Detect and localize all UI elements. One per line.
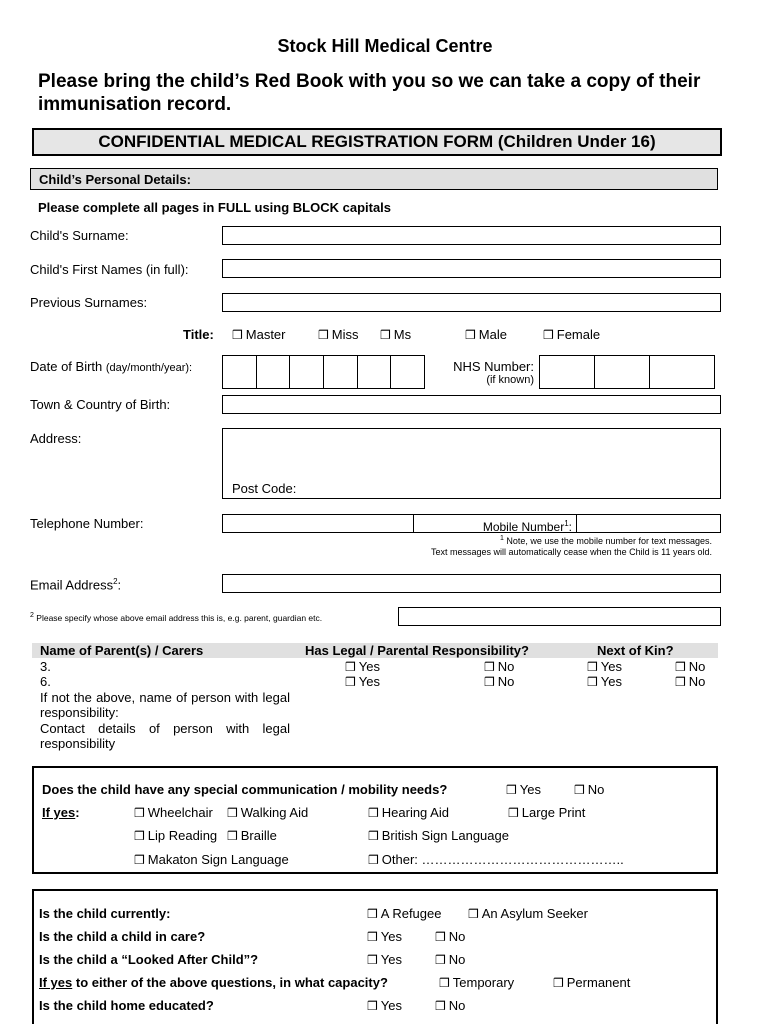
home-educated-no[interactable] xyxy=(435,998,465,1013)
legal-person-contact-label: Contact details of person with legal responsibility xyxy=(40,721,290,751)
need-option-label: Other: ……………………………………….. xyxy=(381,852,624,867)
checkbox-icon: ❒ xyxy=(134,853,145,867)
lip-reading-checkbox[interactable] xyxy=(134,828,217,843)
needs-no-checkbox[interactable] xyxy=(574,782,604,797)
dob-label-format: (day/month/year): xyxy=(105,362,193,374)
first-names-input[interactable] xyxy=(222,259,721,278)
previous-surnames-label: Previous Surnames: xyxy=(30,295,148,310)
sex-male-checkbox[interactable] xyxy=(465,327,507,342)
checkbox-icon: ❒ xyxy=(675,660,686,674)
checkbox-icon: ❒ xyxy=(367,930,378,944)
red-book-notice: Please bring the child’s Red Book with you so we can take a copy of their immunisation record. xyxy=(38,71,701,115)
nhs-input-group xyxy=(539,355,715,389)
no-label: No xyxy=(688,674,706,689)
checkbox-icon: ❒ xyxy=(435,930,446,944)
yes-label: Yes xyxy=(380,998,402,1013)
parent-row-number: 6. xyxy=(40,674,51,689)
title-option-label: Master xyxy=(245,327,286,342)
mobile-input[interactable] xyxy=(576,514,721,533)
currently-label: Is the child currently: xyxy=(39,906,171,921)
no-label: No xyxy=(448,952,466,967)
title-label: Title: xyxy=(183,327,214,342)
title-option-label: Ms xyxy=(393,327,412,342)
no-label: No xyxy=(497,674,515,689)
parent1-responsibility-no[interactable] xyxy=(484,659,514,674)
email-footnote-ref: 2 xyxy=(113,577,118,586)
in-care-no[interactable] xyxy=(435,929,465,944)
checkbox-icon: ❒ xyxy=(587,660,598,674)
mobile-label: Mobile Number xyxy=(482,520,565,534)
checkbox-icon: ❒ xyxy=(134,829,145,843)
yes-label: Yes xyxy=(380,929,402,944)
refugee-label: A Refugee xyxy=(380,906,442,921)
nhs-number-label: NHS Number: xyxy=(453,359,534,374)
parent1-kin-no[interactable] xyxy=(675,659,705,674)
asylum-seeker-checkbox[interactable] xyxy=(468,906,588,921)
need-option-label: Makaton Sign Language xyxy=(147,852,289,867)
checkbox-icon: ❒ xyxy=(508,806,519,820)
need-option-label: Large Print xyxy=(521,805,586,820)
sex-option-label: Male xyxy=(478,327,507,342)
no-label: No xyxy=(497,659,515,674)
checkbox-icon: ❒ xyxy=(227,806,238,820)
other-legal-person-label: If not the above, name of person with legal responsibility: xyxy=(40,690,290,720)
checkbox-icon: ❒ xyxy=(232,328,243,342)
birth-place-label: Town & Country of Birth: xyxy=(30,397,171,412)
yes-label: Yes xyxy=(600,659,622,674)
need-option-label: Hearing Aid xyxy=(381,805,449,820)
no-label: No xyxy=(688,659,706,674)
title-master-checkbox[interactable] xyxy=(232,327,286,342)
email-label xyxy=(30,577,121,592)
checkbox-icon: ❒ xyxy=(506,783,517,797)
makaton-checkbox[interactable] xyxy=(134,852,289,867)
sex-female-checkbox[interactable] xyxy=(543,327,600,342)
checkbox-icon: ❒ xyxy=(368,853,379,867)
needs-if-yes xyxy=(42,805,80,820)
email-input[interactable] xyxy=(222,574,721,593)
child-status-panel xyxy=(32,889,718,1024)
email-owner-input[interactable] xyxy=(398,607,721,626)
need-option-label: Wheelchair xyxy=(147,805,213,820)
section-title: Child’s Personal Details: xyxy=(30,168,718,190)
parents-header xyxy=(32,643,718,658)
in-care-label: Is the child a child in care? xyxy=(39,929,206,944)
hearing-aid-checkbox[interactable] xyxy=(368,805,449,820)
checkbox-icon: ❒ xyxy=(675,675,686,689)
parent2-responsibility-yes[interactable] xyxy=(345,674,380,689)
need-option-label: Braille xyxy=(240,828,277,843)
permanent-checkbox[interactable] xyxy=(553,975,630,990)
footnote-2-number: 2 xyxy=(30,612,34,619)
refugee-checkbox[interactable] xyxy=(367,906,441,921)
checkbox-icon: ❒ xyxy=(227,829,238,843)
birth-place-input[interactable] xyxy=(222,395,721,414)
large-print-checkbox[interactable] xyxy=(508,805,585,820)
home-educated-yes[interactable] xyxy=(367,998,402,1013)
dob-input-group xyxy=(222,355,427,389)
telephone-label: Telephone Number: xyxy=(30,516,144,531)
checkbox-icon: ❒ xyxy=(439,976,450,990)
nhs-number-input[interactable] xyxy=(649,355,715,389)
checkbox-icon: ❒ xyxy=(587,675,598,689)
surname-label: Child's Surname: xyxy=(30,228,129,243)
need-option-label: British Sign Language xyxy=(381,828,509,843)
parent-row-number: 3. xyxy=(40,659,51,674)
parent1-responsibility-yes[interactable] xyxy=(345,659,380,674)
dob-digit-input[interactable] xyxy=(256,355,290,389)
mobile-footnote-ref: 1 xyxy=(564,519,569,528)
dob-digit-input[interactable] xyxy=(222,355,257,389)
looked-after-label: Is the child a “Looked After Child”? xyxy=(39,952,259,967)
footnote-2 xyxy=(30,612,322,623)
needs-if-yes-label: If yes xyxy=(42,805,76,820)
asylum-seeker-label: An Asylum Seeker xyxy=(481,906,588,921)
parent1-kin-yes[interactable] xyxy=(587,659,622,674)
looked-after-no[interactable] xyxy=(435,952,465,967)
sex-option-label: Female xyxy=(556,327,601,342)
address-input[interactable] xyxy=(222,428,721,499)
checkbox-icon: ❒ xyxy=(484,660,495,674)
footnote-2-text: Please specify whose above email address this is, e.g. parent, guardian etc. xyxy=(36,612,323,623)
instruction: Please complete all pages in FULL using BLOCK capitals xyxy=(38,200,392,215)
wheelchair-checkbox[interactable] xyxy=(134,805,213,820)
title-option-label: Miss xyxy=(331,327,359,342)
checkbox-icon: ❒ xyxy=(368,806,379,820)
walking-aid-checkbox[interactable] xyxy=(227,805,308,820)
needs-question: Does the child have any special communication / mobility needs? xyxy=(42,782,448,797)
email-label-text: Email Address xyxy=(30,577,114,593)
dob-digit-input[interactable] xyxy=(323,355,358,389)
home-educated-label: Is the child home educated? xyxy=(39,998,214,1013)
permanent-label: Permanent xyxy=(566,975,631,990)
footnote-1-number: 1 xyxy=(499,535,504,542)
dob-digit-input[interactable] xyxy=(390,355,425,389)
yes-label: Yes xyxy=(358,659,380,674)
telephone-input[interactable] xyxy=(222,514,414,533)
dob-digit-input[interactable] xyxy=(357,355,391,389)
need-option-label: Walking Aid xyxy=(240,805,309,820)
footnote-1-line2: Text messages will automatically cease when the Child is 11 years old. xyxy=(431,547,712,557)
needs-no-label: No xyxy=(587,782,605,797)
needs-yes-label: Yes xyxy=(519,782,541,797)
no-label: No xyxy=(448,998,466,1013)
yes-label: Yes xyxy=(600,674,622,689)
footnote-1-line1: Note, we use the mobile number for text messages. xyxy=(503,536,712,546)
mobile-label-cell xyxy=(413,514,577,533)
post-code-label: Post Code: xyxy=(232,481,297,496)
title-miss-checkbox[interactable] xyxy=(318,327,358,342)
parent2-responsibility-no[interactable] xyxy=(484,674,514,689)
title-ms-checkbox[interactable] xyxy=(380,327,411,342)
first-names-label: Child's First Names (in full): xyxy=(30,262,189,277)
checkbox-icon: ❒ xyxy=(553,976,564,990)
parent2-kin-yes[interactable] xyxy=(587,674,622,689)
yes-label: Yes xyxy=(380,952,402,967)
nhs-number-input[interactable] xyxy=(539,355,595,389)
footnote-1 xyxy=(300,535,712,546)
need-option-label: Lip Reading xyxy=(147,828,218,843)
braille-checkbox[interactable] xyxy=(227,828,277,843)
in-care-yes[interactable] xyxy=(367,929,402,944)
parents-kin-heading: Next of Kin? xyxy=(597,643,674,658)
form-title: CONFIDENTIAL MEDICAL REGISTRATION FORM (Children Under 16) xyxy=(32,128,722,156)
checkbox-icon: ❒ xyxy=(574,783,585,797)
bsl-checkbox[interactable] xyxy=(368,828,509,843)
parents-name-heading: Name of Parent(s) / Carers xyxy=(40,643,204,658)
previous-surnames-input[interactable] xyxy=(222,293,721,312)
capacity-question-text: to either of the above questions, in what capacity? xyxy=(72,975,388,990)
special-needs-panel xyxy=(32,766,718,874)
surname-input[interactable] xyxy=(222,226,721,245)
checkbox-icon: ❒ xyxy=(318,328,329,342)
no-label: No xyxy=(448,929,466,944)
temporary-label: Temporary xyxy=(452,975,515,990)
checkbox-icon: ❒ xyxy=(134,806,145,820)
checkbox-icon: ❒ xyxy=(465,328,476,342)
nhs-number-hint: (if known) xyxy=(486,374,534,386)
other-need-checkbox[interactable] xyxy=(368,852,624,867)
checkbox-icon: ❒ xyxy=(543,328,554,342)
checkbox-icon: ❒ xyxy=(380,328,391,342)
capacity-if-yes: If yes xyxy=(39,975,73,990)
nhs-number-input[interactable] xyxy=(594,355,650,389)
email-label-colon: : xyxy=(117,577,122,593)
dob-digit-input[interactable] xyxy=(289,355,324,389)
checkbox-icon: ❒ xyxy=(367,907,378,921)
capacity-question xyxy=(39,975,388,990)
practice-name: Stock Hill Medical Centre xyxy=(277,36,493,56)
checkbox-icon: ❒ xyxy=(345,675,356,689)
needs-yes-checkbox[interactable] xyxy=(506,782,541,797)
dob-label-main: Date of Birth xyxy=(30,359,106,374)
yes-label: Yes xyxy=(358,674,380,689)
checkbox-icon: ❒ xyxy=(345,660,356,674)
temporary-checkbox[interactable] xyxy=(439,975,514,990)
checkbox-icon: ❒ xyxy=(367,999,378,1013)
checkbox-icon: ❒ xyxy=(435,999,446,1013)
looked-after-yes[interactable] xyxy=(367,952,402,967)
dob-label xyxy=(30,359,192,374)
mobile-label-colon: : xyxy=(568,520,572,534)
checkbox-icon: ❒ xyxy=(367,953,378,967)
parents-responsibility-heading: Has Legal / Parental Responsibility? xyxy=(305,643,529,658)
needs-if-yes-colon: : xyxy=(75,805,80,820)
checkbox-icon: ❒ xyxy=(468,907,479,921)
checkbox-icon: ❒ xyxy=(368,829,379,843)
checkbox-icon: ❒ xyxy=(435,953,446,967)
checkbox-icon: ❒ xyxy=(484,675,495,689)
address-label: Address: xyxy=(30,431,82,446)
parent2-kin-no[interactable] xyxy=(675,674,705,689)
